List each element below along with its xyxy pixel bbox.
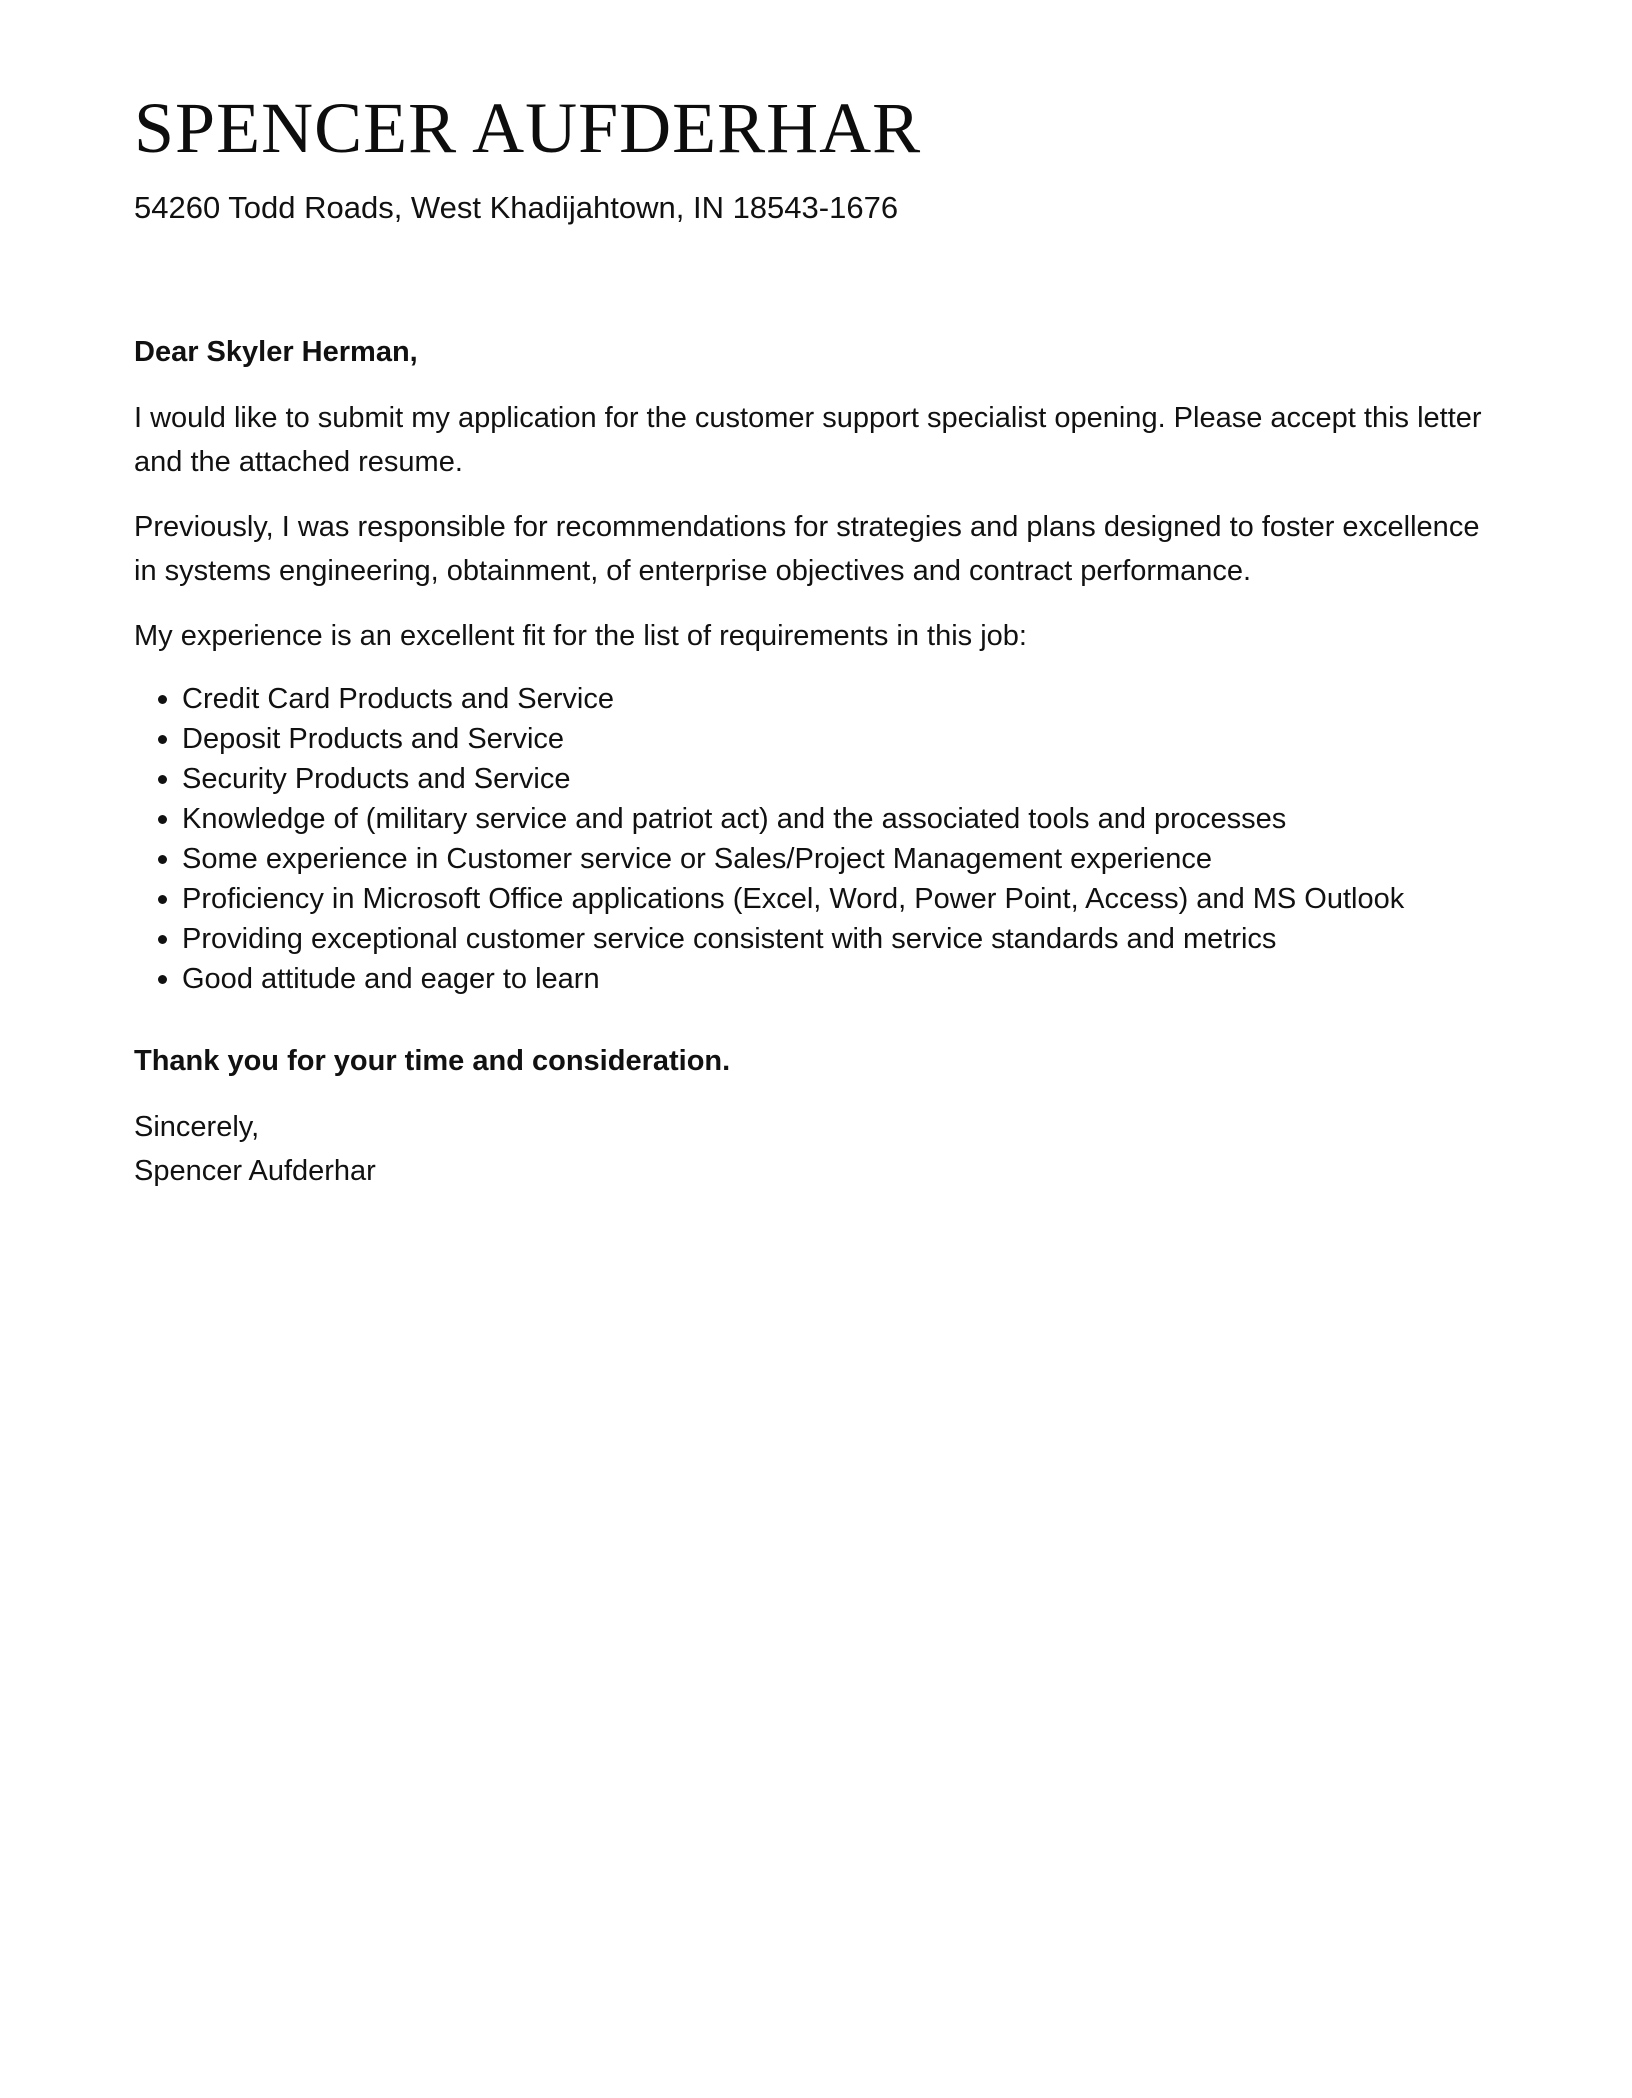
letter-body bbox=[134, 330, 1498, 1193]
bullet-icon bbox=[158, 815, 167, 824]
requirements-list bbox=[134, 679, 1498, 999]
list-item-text: Good attitude and eager to learn bbox=[182, 963, 600, 995]
bullet-icon bbox=[158, 975, 167, 984]
applicant-name: SPENCER AUFDERHAR bbox=[134, 88, 922, 168]
applicant-address: 54260 Todd Roads, West Khadijahtown, IN 18543-1676 bbox=[134, 190, 899, 225]
list-item bbox=[182, 719, 1498, 759]
paragraph-requirements-intro: My experience is an excellent fit for the list of requirements in this job: bbox=[134, 620, 1027, 652]
bullet-icon bbox=[158, 855, 167, 864]
list-item-text: Some experience in Customer service or Sales/Project Management experience bbox=[182, 843, 1212, 875]
bullet-icon bbox=[158, 895, 167, 904]
list-item-text: Providing exceptional customer service consistent with service standards and metrics bbox=[182, 923, 1277, 955]
closing-line: Thank you for your time and consideration. bbox=[134, 1045, 731, 1077]
list-item-text: Security Products and Service bbox=[182, 763, 571, 795]
list-item-text: Deposit Products and Service bbox=[182, 723, 565, 755]
signoff-text: Sincerely, bbox=[134, 1111, 260, 1143]
list-item bbox=[182, 679, 1498, 719]
bullet-icon bbox=[158, 935, 167, 944]
signoff bbox=[134, 1105, 1498, 1193]
bullet-icon bbox=[158, 735, 167, 744]
list-item-text: Credit Card Products and Service bbox=[182, 683, 614, 715]
list-item-text: Proficiency in Microsoft Office applications (Excel, Word, Power Point, Access) and MS Outlook bbox=[182, 883, 1405, 915]
list-item-text: Knowledge of (military service and patriot act) and the associated tools and processes bbox=[182, 803, 1287, 835]
list-item bbox=[182, 959, 1498, 999]
bullet-icon bbox=[158, 775, 167, 784]
list-item bbox=[182, 919, 1498, 959]
salutation: Dear Skyler Herman, bbox=[134, 336, 418, 368]
signature-name: Spencer Aufderhar bbox=[134, 1155, 376, 1187]
list-item bbox=[182, 799, 1498, 839]
list-item bbox=[182, 879, 1498, 919]
paragraph-intro: I would like to submit my application for the customer support specialist opening. Please accept this letter and the attached resume. bbox=[134, 402, 1482, 478]
list-item bbox=[182, 839, 1498, 879]
list-item bbox=[182, 759, 1498, 799]
paragraph-experience: Previously, I was responsible for recommendations for strategies and plans designed to foster excellence in systems engineering, obtainment, of enterprise objectives and contract performance. bbox=[134, 511, 1480, 587]
bullet-icon bbox=[158, 695, 167, 704]
